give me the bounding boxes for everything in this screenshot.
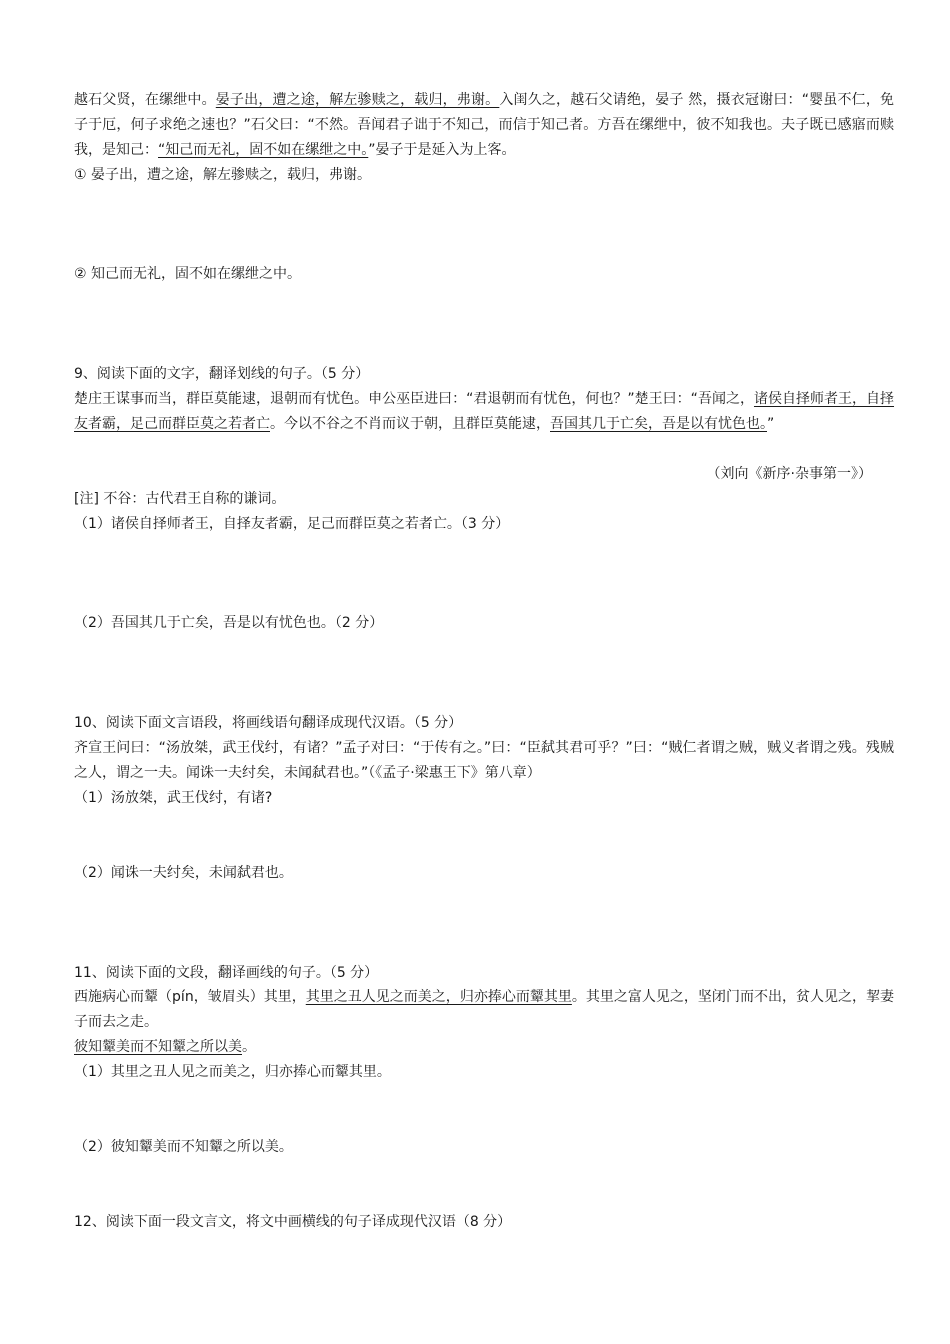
- question-12-title: 12、阅读下面一段文言文，将文中画横线的句子译成现代汉语（8 分）: [74, 1214, 512, 1230]
- question-9-title: 9、阅读下面的文字，翻译划线的句子。（5 分）: [74, 366, 370, 382]
- passage-text: 越石父贤，在缧绁中。: [74, 92, 216, 108]
- question-11-title: 11、阅读下面的文段，翻译画线的句子。（5 分）: [74, 965, 379, 981]
- question-9-source: （刘向《新序·杂事第一》）: [706, 466, 872, 482]
- question-9-sub-2: （2）吾国其几于亡矣，吾是以有忧色也。（2 分）: [74, 615, 384, 631]
- question-11-sub-2: （2）彼知颦美而不知颦之所以美。: [74, 1139, 293, 1155]
- question-10-sub-1: （1）汤放桀，武王伐纣，有诸?: [74, 790, 273, 806]
- passage-text: 楚庄王谋事而当，群臣莫能逮，退朝而有忧色。申公巫臣进曰：“君退朝而有忧色，何也？”楚王曰：“吾闻之，: [74, 391, 754, 407]
- passage-text: 西施病心而颦（pín，皱眉头）其里，: [74, 989, 306, 1005]
- question-10-sub-2: （2）闻诛一夫纣矣，未闻弑君也。: [74, 865, 293, 881]
- passage-text: ”晏子于是延入为上客。: [368, 142, 516, 158]
- underlined-sentence: 诸侯自择师者王，自择友者霸，足己而群臣莫之若者亡: [74, 391, 895, 432]
- passage-text: 。: [242, 1039, 256, 1055]
- question-11-passage: [74, 985, 894, 1060]
- underlined-sentence: “知己而无礼，固不如在缧绁之中。: [158, 142, 369, 158]
- underlined-sentence: 彼知颦美而不知颦之所以美: [74, 1039, 242, 1055]
- passage-text: 。今以不谷之不肖而议于朝，且群臣莫能逮，: [270, 416, 550, 432]
- underlined-sentence: 晏子出，遭之途，解左骖赎之，载归，弗谢。: [215, 92, 500, 108]
- question-10-title: 10、阅读下面文言语段，将画线语句翻译成现代汉语。（5 分）: [74, 715, 463, 731]
- question-9-sub-1: （1）诸侯自择师者王，自择友者霸，足己而群臣莫之若者亡。（3 分）: [74, 516, 510, 532]
- passage-8-question-2: ② 知己而无礼，固不如在缧绁之中。: [74, 266, 302, 282]
- question-9-passage: [74, 387, 894, 437]
- passage-8-text: [74, 88, 894, 163]
- passage-text: 入闺久之，越石父请绝，晏子 然，摄衣冠谢曰：“婴虽不仁，免子于厄，何子求绝之速也？”石父曰：“不然。吾闻君子诎于不知己，而信于知己者。方吾在缧绁中，彼不知我也。夫子既已感寤而赎我，是知己：: [74, 92, 895, 158]
- underlined-sentence: 其里之丑人见之而美之，归亦捧心而颦其里: [305, 989, 572, 1005]
- underlined-sentence: 吾国其几于亡矣，吾是以有忧色也。: [550, 416, 767, 432]
- question-11-sub-1: （1）其里之丑人见之而美之，归亦捧心而颦其里。: [74, 1064, 391, 1080]
- passage-8-question-1: ① 晏子出，遭之途，解左骖赎之，载归，弗谢。: [74, 167, 371, 183]
- passage-text: ”: [767, 416, 775, 432]
- question-10-passage: 齐宣王问曰：“汤放桀，武王伐纣，有诸？”孟子对曰：“于传有之。”曰：“臣弑其君可乎？”曰：“贼仁者谓之贼，贼义者谓之残。残贼之人，谓之一夫。闻诛一夫纣矣，未闻弑君也。”（《孟子·梁惠王下》第八章）: [74, 740, 894, 781]
- passage-text: 。其里之富人见之，坚闭门而不出，贫人见之，挈妻子而去之走。: [74, 989, 895, 1030]
- question-9-note: [注] 不谷：古代君王自称的谦词。: [74, 491, 286, 507]
